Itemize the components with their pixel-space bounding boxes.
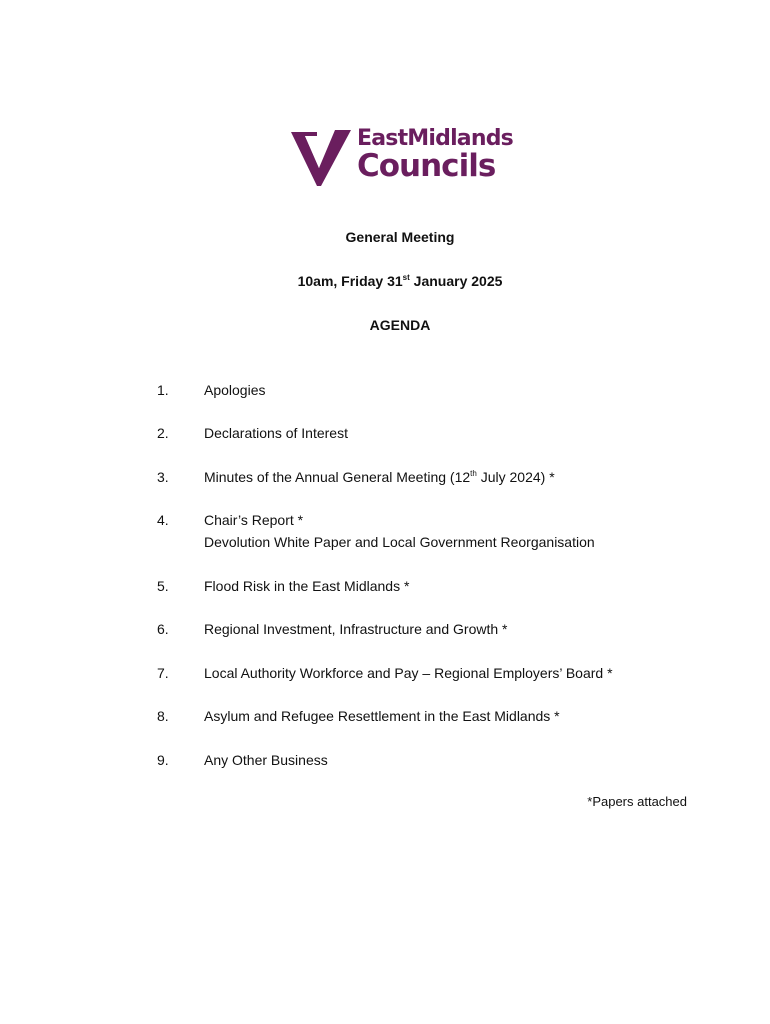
meeting-datetime-rest: January 2025 xyxy=(409,273,503,289)
agenda-item-text: Asylum and Refugee Resettlement in the East Midlands * xyxy=(204,708,560,724)
logo-line-councils: Councils xyxy=(357,148,496,184)
agenda-item-number: 4. xyxy=(157,512,169,528)
agenda-item-number: 2. xyxy=(157,425,169,441)
agenda-item-text: Apologies xyxy=(204,382,266,398)
meeting-datetime-ordinal: st xyxy=(402,273,410,282)
logo-wordmark xyxy=(357,126,513,182)
agenda-item-number: 9. xyxy=(157,752,169,768)
agenda-item-text: Declarations of Interest xyxy=(204,425,348,441)
agenda-item-number: 6. xyxy=(157,621,169,637)
agenda-item-number: 8. xyxy=(157,708,169,724)
agenda-item-text: Local Authority Workforce and Pay – Regional Employers’ Board * xyxy=(204,665,613,681)
meeting-title: General Meeting xyxy=(345,229,455,245)
agenda-item-text: Regional Investment, Infrastructure and Growth * xyxy=(204,621,508,637)
agenda-item-text-ordinal: th xyxy=(470,469,477,478)
meeting-datetime-prefix: 10am, Friday 31 xyxy=(297,273,403,289)
agenda-heading: AGENDA xyxy=(369,317,431,333)
agenda-item-text: Chair’s Report * xyxy=(204,512,304,528)
agenda-item-number: 7. xyxy=(157,665,169,681)
agenda-item-text-suffix: July 2024) * xyxy=(476,469,555,485)
agenda-item-subtext: Devolution White Paper and Local Government Reorganisation xyxy=(204,534,595,550)
agenda-item-number: 1. xyxy=(157,382,169,398)
agenda-item-number: 3. xyxy=(157,469,169,485)
checkmark-logo-icon xyxy=(291,126,351,188)
meeting-datetime xyxy=(0,273,770,289)
agenda-item-text: Any Other Business xyxy=(204,752,328,768)
agenda-item-text xyxy=(204,466,555,488)
agenda-item-text: Flood Risk in the East Midlands * xyxy=(204,578,410,594)
agenda-item-number: 5. xyxy=(157,578,169,594)
logo-line-east-midlands: EastMidlands xyxy=(357,126,513,151)
papers-attached-footnote: *Papers attached xyxy=(587,794,687,809)
agenda-item-text-prefix: Minutes of the Annual General Meeting (12 xyxy=(204,469,471,485)
east-midlands-councils-logo xyxy=(291,126,513,190)
